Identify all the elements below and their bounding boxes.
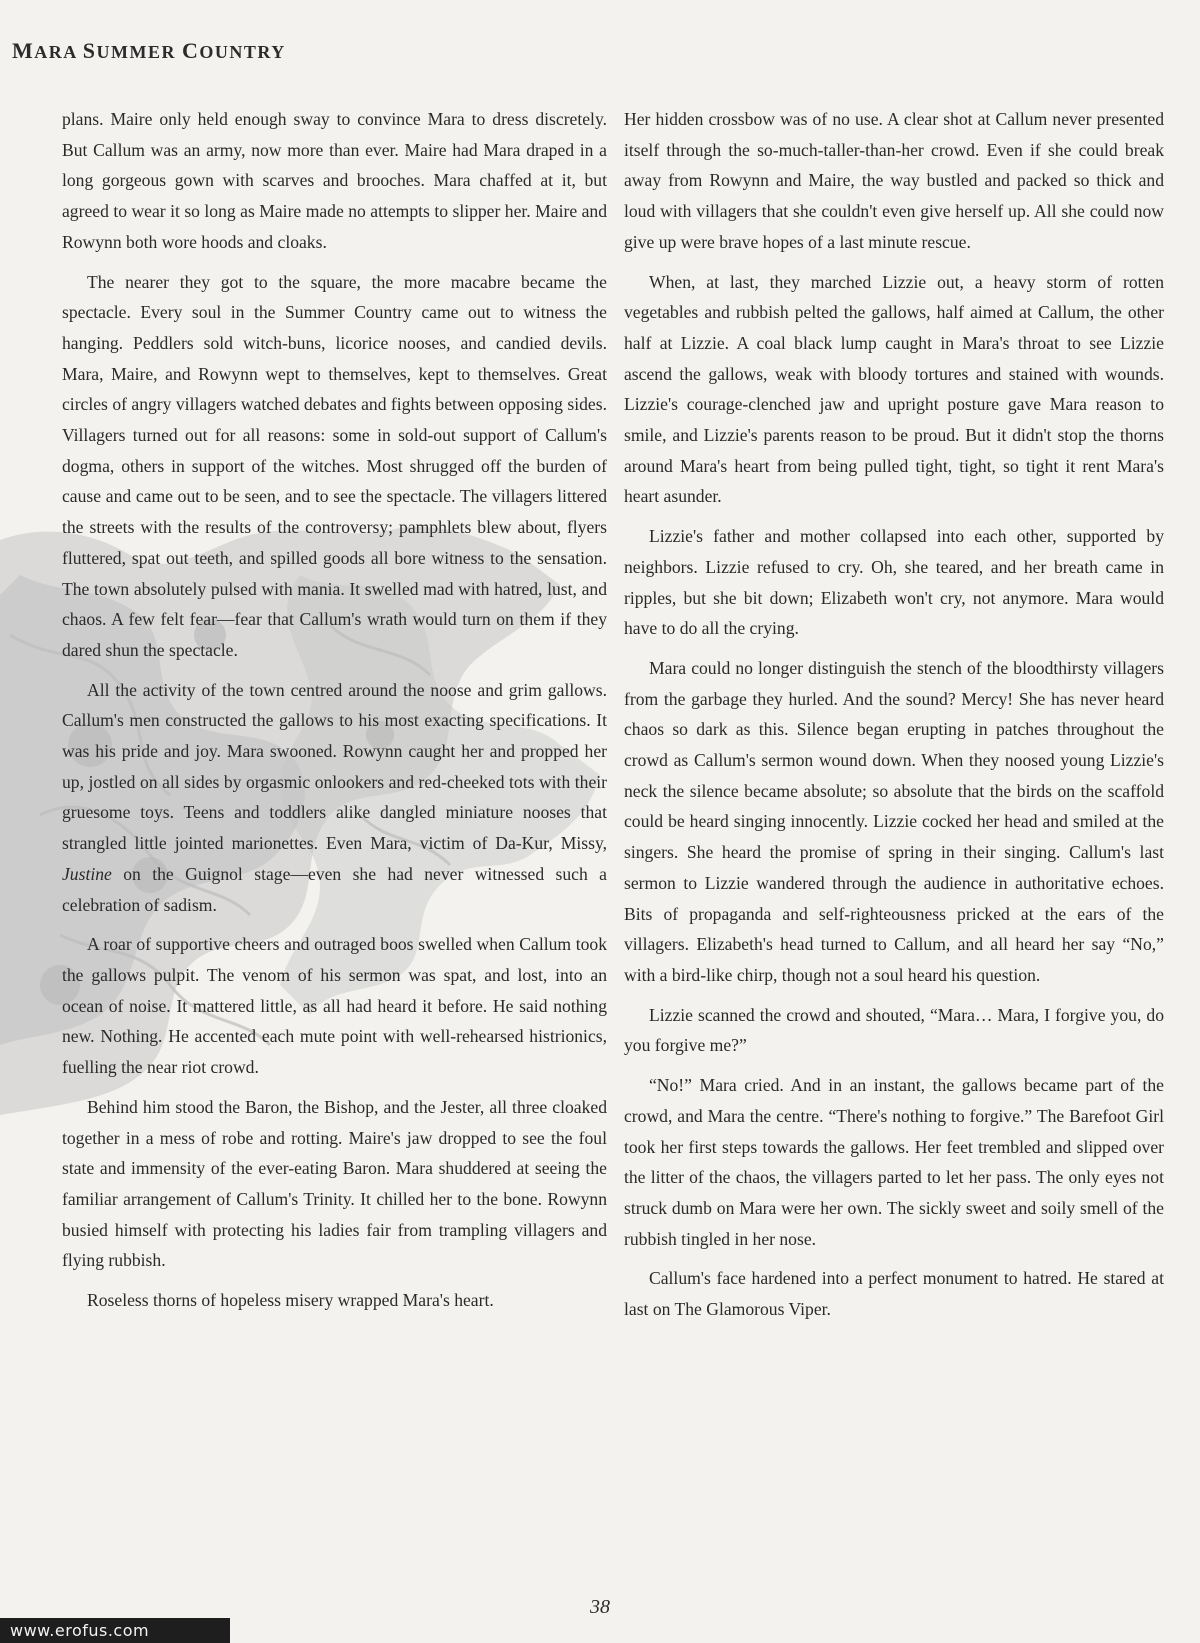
- paragraph: plans. Maire only held enough sway to convince Mara to dress discretely. But Callum was an army, now more than ever. Maire had Mara draped in a long gorgeous gown with scarves and brooches. Mara chaffed at it, but agreed to wear it so long as Maire made no attempts to slipper her. Maire and Rowynn both wore hoods and cloaks.: [62, 109, 607, 252]
- paragraph: The nearer they got to the square, the more macabre became the spectacle. Every soul in the Summer Country came out to witness the hanging. Peddlers sold witch-buns, licorice nooses, and candied devils. Mara, Maire, and Rowynn wept to themselves, kept to themselves. Great circles of angry villagers watched debates and fights between opposing sides. Villagers turned out for all reasons: some in sold-out support of Callum's dogma, others in support of the witches. Most shrugged off the burden of cause and came out to be seen, and to see the spectacle. The villagers littered the streets with the results of the controversy; pamphlets blew about, flyers fluttered, spat out teeth, and spilled goods all bore witness to the sensation. The town absolutely pulsed with mania. It swelled mad with hatred, lust, and chaos. A few felt fear—fear that Callum's wrath would turn on them if they dared shun the spectacle.: [62, 271, 607, 660]
- page-number: 38: [590, 1596, 610, 1618]
- watermark: www.erofus.com: [0, 1618, 230, 1643]
- running-head: MARA SUMMER COUNTRY: [12, 38, 286, 63]
- paragraph: Mara could no longer distinguish the stench of the bloodthirsty villagers from the garbage they hurled. And the sound? Mercy! She has never heard chaos so dark as this. Silence began erupting in patches throughout the crowd as Callum's sermon wound down. When they noosed young Lizzie's neck the silence became absolute; so absolute that the birds on the scaffold could be heard singing innocently. Lizzie cocked her head and smiled at the singers. She heard the promise of spring in their singing. Callum's last sermon to Lizzie wandered through the audience in authoritative echoes. Bits of propaganda and self-righteousness pricked at the ears of the villagers. Elizabeth's head turned to Callum, and all heard her say “No,” with a bird-like chirp, though not a soul heard his question.: [624, 657, 1164, 985]
- paragraph: Lizzie's father and mother collapsed into each other, supported by neighbors. Lizzie refused to cry. Oh, she teared, and her breath came in ripples, but she bit down; Elizabeth won't cry, not anymore. Mara would have to do all the crying.: [624, 526, 1164, 639]
- left-column: [62, 104, 607, 1325]
- paragraph: Her hidden crossbow was of no use. A clear shot at Callum never presented itself through the so-much-taller-than-her crowd. Even if she could break away from Rowynn and Maire, the way bustled and packed so thick and loud with villagers that she couldn't even give herself up. All she could now give up were brave hopes of a last minute rescue.: [624, 109, 1164, 252]
- paragraph: Lizzie scanned the crowd and shouted, “Mara… Mara, I forgive you, do you forgive me?”: [624, 1004, 1164, 1056]
- paragraph: “No!” Mara cried. And in an instant, the gallows became part of the crowd, and Mara the centre. “There's nothing to forgive.” The Barefoot Girl took her first steps towards the gallows. Her feet trembled and slipped over the litter of the chaos, the villagers parted to let her pass. The only eyes not struck dumb on Mara were her own. The sickly sweet and soily smell of the rubbish tingled in her nose.: [624, 1075, 1164, 1249]
- paragraph: A roar of supportive cheers and outraged boos swelled when Callum took the gallows pulpit. The venom of his sermon was spat, and lost, into an ocean of noise. It mattered little, as all had heard it before. He said nothing new. Nothing. He accented each mute point with well-rehearsed histrionics, fuelling the near riot crowd.: [62, 934, 607, 1078]
- paragraph: When, at last, they marched Lizzie out, a heavy storm of rotten vegetables and rubbish pelted the gallows, half aimed at Callum, the other half at Lizzie. A coal black lump caught in Mara's throat to see Lizzie ascend the gallows, weak with bloody tortures and stained with wounds. Lizzie's courage-clenched jaw and upright posture gave Mara reason to smile, and Lizzie's parents reason to be proud. But it didn't stop the thorns around Mara's heart from being pulled tight, tight, so tight it rent Mara's heart asunder.: [624, 271, 1164, 507]
- paragraph: All the activity of the town centred around the noose and grim gallows. Callum's men constructed the gallows to his most exacting specifications. It was his pride and joy. Mara swooned. Rowynn caught her and propped her up, jostled on all sides by orgasmic onlookers and red-cheeked tots with their gruesome toys. Teens and toddlers alike dangled miniature nooses that strangled little jointed marionettes. Even Mara, victim of Da-Kur, Missy, Justine on the Guignol stage—even she had never witnessed such a celebration of sadism.: [62, 679, 607, 915]
- paragraph: Roseless thorns of hopeless misery wrapped Mara's heart.: [87, 1290, 494, 1311]
- paragraph: Callum's face hardened into a perfect monument to hatred. He stared at last on The Glamorous Viper.: [624, 1268, 1164, 1320]
- right-column: [624, 104, 1164, 1334]
- paragraph: Behind him stood the Baron, the Bishop, and the Jester, all three cloaked together in a mess of robe and rotting. Maire's jaw dropped to see the foul state and immensity of the ever-eating Baron. Mara shuddered at seeing the familiar arrangement of Callum's Trinity. It chilled her to the bone. Rowynn busied himself with protecting his ladies fair from trampling villagers and flying rubbish.: [62, 1096, 607, 1271]
